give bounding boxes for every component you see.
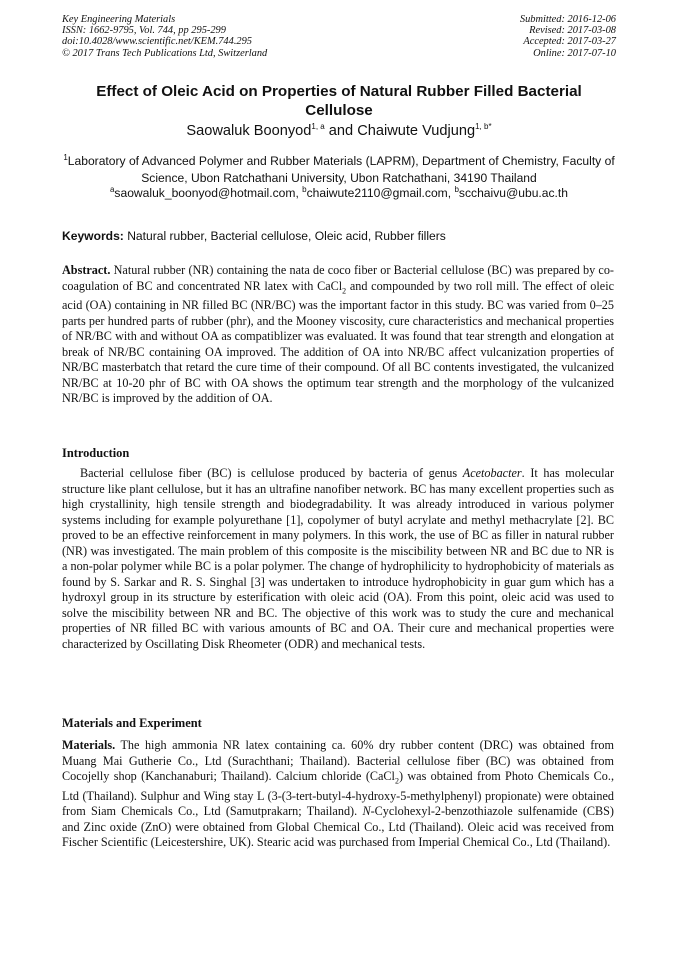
- doi: doi:10.4028/www.scientific.net/KEM.744.295: [62, 36, 252, 48]
- author-1-sup: 1, a: [311, 122, 325, 131]
- submitted-date: Submitted: 2016-12-06: [519, 14, 616, 25]
- sup-b: b: [302, 185, 307, 194]
- email-b[interactable]: chaiwute2110@gmail.com,: [306, 186, 455, 201]
- issn: ISSN: 1662-9795, Vol. 744, pp 295-299: [62, 25, 226, 37]
- abstract-label: Abstract.: [62, 263, 111, 277]
- emails: [0, 185, 678, 200]
- accepted-date: Accepted: 2017-03-27: [523, 36, 616, 48]
- email-a[interactable]: saowaluk_boonyod@hotmail.com,: [114, 186, 303, 201]
- intro-italic: Acetobacter: [462, 466, 522, 480]
- materials-heading: Materials and Experiment: [62, 716, 202, 730]
- keywords: [62, 229, 446, 243]
- journal-name: Key Engineering Materials: [62, 14, 176, 25]
- author-1: Saowaluk Boonyod: [186, 122, 312, 139]
- online-date: Online: 2017-07-10: [533, 47, 616, 59]
- materials-text-2: ) was obtained from Photo Chemicals Co., Ltd (Thailand). Sulphur and Wing stay L (3-(3-tert-butyl-4-hydroxy-5-methylphenyl) propionate) were obtained from Siam Chemicals Co., Ltd (Samutprakarn; Thailand).: [62, 769, 614, 819]
- introduction-text: [62, 466, 614, 652]
- revised-date: Revised: 2017-03-08: [529, 25, 616, 37]
- introduction-heading: Introduction: [62, 446, 130, 460]
- and: and: [324, 122, 358, 139]
- dates-info: [520, 14, 616, 59]
- materials-italic: N: [362, 804, 371, 819]
- subscript: 2: [394, 776, 399, 786]
- sup-b2: b: [454, 185, 459, 194]
- aff-sup: 1: [63, 153, 68, 162]
- subscript: 2: [342, 285, 347, 295]
- intro-text-2: . It has molecular structure like plant cellulose, but it has an ultrafine nanofiber network. BC has many excellent properties such as high crystallinity, high tensile strength and biodegradability. It was already introduced in various polymer systems including for example polyurethane [1], copolymer of butyl acrylate and methyl methacrylate [2]. BC proved to be an effective reinforcement in many polymers. In this work, the use of BC as filler in natural rubber (NR) was investigated. The main problem of this composite is the miscibility between NR and BC due to NR is a non-polar polymer while BC is a polar polymer. The change of hydrophilicity to hydrophobicity of materials as found by S. Sarkar and R. S. Singhal [3] was undertaken to introduce hydrophobicity in guar gum which has a hydroxyl group in its structure by esterification with oleic acid (OA). From this point, oleic acid was used to solve the miscibility between NR and BC. The objective of this work was to study the cure and mechanical properties of NR filled BC with various amounts of BC and OA. Their cure and mechanical properties were characterized by Oscillating Disk Rheometer (ODR) and mechanical tests.: [62, 466, 614, 651]
- abstract-text-2: and compounded by two roll mill. The effect of oleic acid (OA) containing in NR filled BC (NR/BC) was the important factor in this study. BC was varied from 0–25 parts per hundred parts of rubber (phr), and the Mooney viscosity, cure characteristics and mechanical properties of NR/BC with and without OA as compatiblizer was evaluated. It was found that tear strength and elongation at break of NR/BC containing OA improved. The addition of OA into NR/BC affect vulcanization properties of NR/BC masterbatch that retard the cure time of their compound. Of all BC contents investigated, the vulcanized NR/BC at 10-20 phr of BC with OA shows the optimum tear strength and the morphology of the vulcanized NR/BC is improved by the addition of OA.: [62, 278, 614, 406]
- materials-text: [62, 738, 614, 851]
- keywords-text: Natural rubber, Bacterial cellulose, Oleic acid, Rubber fillers: [123, 229, 446, 243]
- abstract: [62, 263, 614, 407]
- materials-label: Materials.: [62, 738, 116, 752]
- abstract-text: Natural rubber (NR) containing the nata de coco fiber or Bacterial cellulose (BC) was prepared by co-coagulation of BC and concentrated NR latex with CaCl: [62, 263, 614, 293]
- author-2: Chaiwute Vudjung: [357, 122, 476, 139]
- materials-text-3: -Cyclohexyl-2-benzothiazole sulfenamide (CBS) and Zinc oxide (ZnO) were obtained from Global Chemical Co., Ltd (Thailand). Oleic acid was received from Fischer Scientific (Leicestershire, UK). Stearic acid was purchased from Imperial Chemical Co., Ltd (Thailand).: [62, 804, 614, 850]
- keywords-label: Keywords:: [62, 229, 124, 243]
- authors: [0, 122, 678, 139]
- journal-info: [62, 14, 267, 59]
- sup-a: a: [109, 185, 115, 194]
- paper-title: Effect of Oleic Acid on Properties of Natural Rubber Filled Bacterial Cellulose: [96, 83, 582, 119]
- materials-text-1: The high ammonia NR latex containing ca. 60% dry rubber content (DRC) was obtained from Muang Mai Gutherie Co., Ltd (Surachthani; Thailand). Bacterial cellulose fiber (BC) was obtained from Cocojelly shop (Kanchanaburi; Thailand). Calcium chloride (CaCl: [62, 738, 614, 783]
- copyright: © 2017 Trans Tech Publications Ltd, Switzerland: [62, 47, 268, 59]
- aff-text: Laboratory of Advanced Polymer and Rubber Materials (LAPRM), Department of Chemistry, Faculty of Science, Ubon Ratchathani University, Ubon Ratchathani, 34190 Thailand: [67, 154, 615, 185]
- email-b2[interactable]: scchaivu@ubu.ac.th: [458, 186, 569, 201]
- author-2-sup: 1, b*: [475, 122, 492, 131]
- intro-text-1: Bacterial cellulose fiber (BC) is cellulose produced by bacteria of genus: [80, 466, 463, 480]
- affiliation: [60, 150, 618, 186]
